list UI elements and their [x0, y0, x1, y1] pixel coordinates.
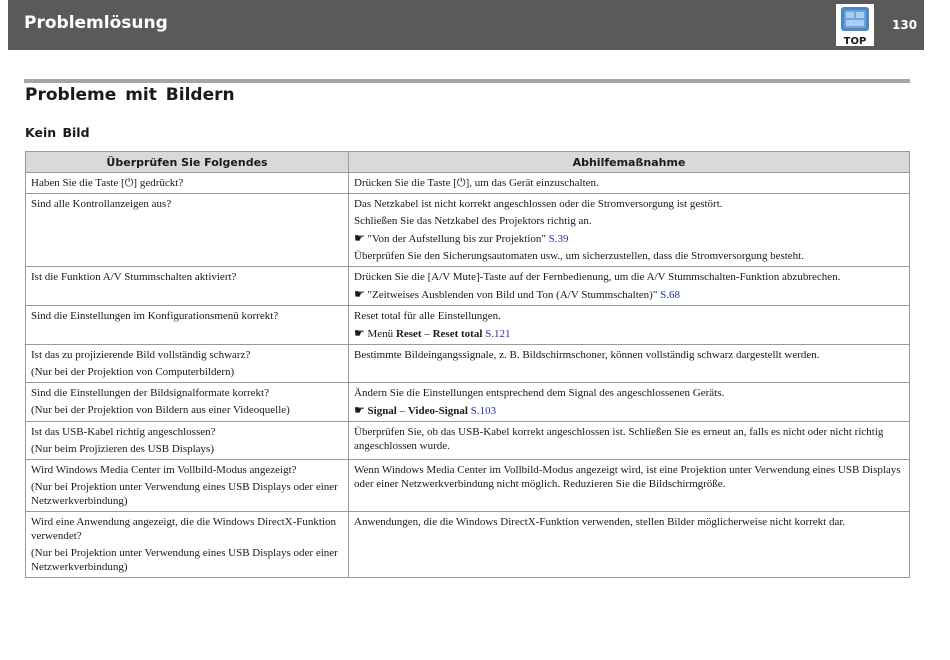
- page-link[interactable]: S.68: [660, 289, 680, 301]
- remedy-cell: Reset total für alle Einstellungen. ☛ Menü Reset – Reset total S.121: [349, 306, 910, 345]
- table-row: [26, 460, 910, 512]
- remedy-cell: Wenn Windows Media Center im Vollbild-Modus angezeigt wird, ist eine Projektion unter Verwendung eines USB Displays oder einer Netzwerkverbindung nicht möglich. Reduzieren Sie die Bildschirmgröße.: [349, 460, 910, 512]
- remedy-cell: Anwendungen, die die Windows DirectX-Funktion verwenden, stellen Bilder möglicherweise nicht korrekt dar.: [349, 512, 910, 578]
- table-row: [26, 173, 910, 194]
- remedy-cell: Überprüfen Sie, ob das USB-Kabel korrekt angeschlossen ist. Schließen Sie es erneut an, falls es nicht oder nicht richtig angeschlossen wurde.: [349, 422, 910, 460]
- check-cell: Wird eine Anwendung angezeigt, die die Windows DirectX-Funktion verwendet? (Nur bei Projektion unter Verwendung eines USB Displays oder einer Netzwerkverbindung): [26, 512, 349, 578]
- cross-reference: ☛ "Von der Aufstellung bis zur Projektion" S.39: [354, 231, 569, 245]
- column-header-remedy: Abhilfemaßnahme: [349, 152, 910, 173]
- pointing-hand-icon: ☛: [354, 403, 365, 417]
- table-row: [26, 306, 910, 345]
- page-link[interactable]: S.121: [485, 328, 511, 340]
- table-row: [26, 512, 910, 578]
- troubleshooting-table: [25, 151, 910, 578]
- top-label: TOP: [843, 36, 867, 46]
- check-cell: Ist das zu projizierende Bild vollständig schwarz? (Nur bei der Projektion von Computerbildern): [26, 345, 349, 383]
- table-row: [26, 267, 910, 306]
- top-icon: [836, 4, 874, 46]
- remedy-cell: Drücken Sie die Taste [⏻], um das Gerät einzuschalten.: [349, 173, 910, 194]
- check-cell: Ist das USB-Kabel richtig angeschlossen? (Nur beim Projizieren des USB Displays): [26, 422, 349, 460]
- table-header-row: [26, 152, 910, 173]
- table-row: [26, 345, 910, 383]
- cross-reference: ☛ "Zeitweises Ausblenden von Bild und Ton (A/V Stummschalten)" S.68: [354, 287, 680, 301]
- check-cell: Ist die Funktion A/V Stummschalten aktiviert?: [26, 267, 349, 306]
- menu-reference: ☛ Menü Reset – Reset total S.121: [354, 326, 511, 340]
- check-cell: Sind alle Kontrollanzeigen aus?: [26, 194, 349, 267]
- remedy-cell: Das Netzkabel ist nicht korrekt angeschlossen oder die Stromversorgung ist gestört. Schließen Sie das Netzkabel des Projektors richtig an. ☛ "Von der Aufstellung bis zur Projektion" S.39 Überprüfen Sie den Sicherungsautomaten usw., um sicherzustellen, dass die Stromversorgung besteht.: [349, 194, 910, 267]
- page-number: 130: [892, 18, 918, 32]
- page-link[interactable]: S.103: [470, 405, 497, 417]
- table-row: [26, 422, 910, 460]
- page-header: [8, 0, 924, 50]
- table-row: [26, 194, 910, 267]
- pointing-hand-icon: ☛: [354, 231, 365, 245]
- remedy-cell: Drücken Sie die [A/V Mute]-Taste auf der Fernbedienung, um die A/V Stummschalten-Funktion abzubrechen. ☛ "Zeitweises Ausblenden von Bild und Ton (A/V Stummschalten)" S.68: [349, 267, 910, 306]
- check-cell: Haben Sie die Taste [⏻] gedrückt?: [26, 173, 349, 194]
- page-link[interactable]: S.39: [548, 233, 569, 245]
- column-header-check: Überprüfen Sie Folgendes: [26, 152, 349, 173]
- check-cell: Sind die Einstellungen der Bildsignalformate korrekt? (Nur bei der Projektion von Bildern aus einer Videoquelle): [26, 383, 349, 422]
- check-cell: Wird Windows Media Center im Vollbild-Modus angezeigt? (Nur bei Projektion unter Verwendung eines USB Displays oder einer Netzwerkverbindung): [26, 460, 349, 512]
- check-cell: Sind die Einstellungen im Konfigurationsmenü korrekt?: [26, 306, 349, 345]
- pointing-hand-icon: ☛: [354, 326, 365, 340]
- section-title: Probleme mit Bildern: [25, 85, 235, 105]
- top-button[interactable]: [836, 4, 874, 46]
- remedy-cell: Bestimmte Bildeingangssignale, z. B. Bildschirmschoner, können vollständig schwarz dargestellt werden.: [349, 345, 910, 383]
- subsection-title: Kein Bild: [25, 125, 90, 140]
- section-divider: [24, 79, 910, 83]
- remedy-cell: Ändern Sie die Einstellungen entsprechend dem Signal des angeschlossenen Geräts. ☛ Signal – Video-Signal S.103: [349, 383, 910, 422]
- menu-reference: ☛ Signal – Video-Signal S.103: [354, 403, 497, 417]
- table-row: [26, 383, 910, 422]
- chapter-title: Problemlösung: [24, 13, 168, 33]
- pointing-hand-icon: ☛: [354, 287, 365, 301]
